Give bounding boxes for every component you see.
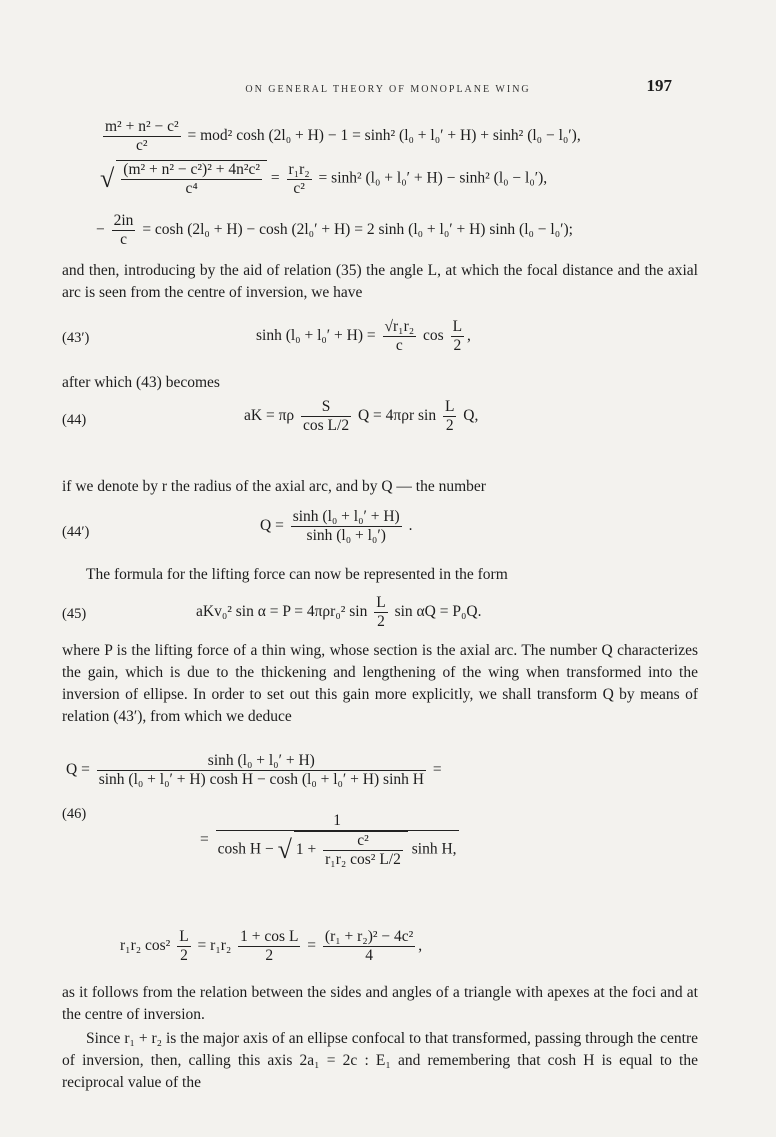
paragraph-4: The formula for the lifting force can now be represented in the form <box>86 566 508 583</box>
equation-47 <box>120 928 422 965</box>
numerator: L <box>376 594 386 611</box>
fraction <box>323 832 403 869</box>
fraction <box>121 161 262 198</box>
equation-text: Q = 4πρr sin <box>357 407 437 425</box>
equation-44 <box>244 398 478 435</box>
fraction <box>103 118 181 155</box>
numerator: sinh (l₀ + l₀′ + H) <box>97 752 426 771</box>
equation-1 <box>100 118 581 155</box>
equation-number-44: (44) <box>62 412 87 428</box>
fraction <box>323 928 415 965</box>
denominator: 2 <box>265 947 274 964</box>
equation-text: = r₁r₂ <box>197 937 232 955</box>
numerator: 2in <box>113 212 134 229</box>
minus-sign: − <box>96 221 105 239</box>
paragraph-5: where P is the lifting force of a thin wing, whose section is the axial arc. The number Q characterizes the gain, which is due to the thickening and lengthening of the wing when transformed into the inversion of ellipse. In order to set out this gain more explicitly, we shall transform Q by means of relation (43′), from which we deduce <box>62 642 698 725</box>
numerator: sinh (l₀ + l₀′ + H) <box>292 508 400 525</box>
equation-number-43p: (43′) <box>62 330 90 346</box>
equation-text: Q, <box>463 407 479 425</box>
equation-number-46: (46) <box>62 806 87 822</box>
denominator: r₁r₂ cos² L/2 <box>325 851 401 868</box>
equation-text: = <box>432 761 442 779</box>
radicand <box>116 160 267 198</box>
denominator: 2 <box>453 337 462 354</box>
fraction <box>177 928 190 965</box>
denominator: 2 <box>445 417 454 434</box>
equation-3 <box>96 212 573 249</box>
fraction <box>301 398 351 435</box>
equation-text: sin αQ = P₀Q. <box>394 603 482 621</box>
equation-text: cosh H − <box>217 840 274 858</box>
denominator: c² <box>136 137 148 154</box>
denominator: c <box>395 337 403 354</box>
equation-text: 1 + <box>295 841 317 859</box>
numerator: L <box>444 398 455 415</box>
numerator: S <box>301 398 351 417</box>
denominator: sinh (l₀ + l₀′) <box>306 527 386 544</box>
equation-text: r₁r₂ cos² <box>120 937 171 955</box>
paragraph-7: Since r₁ + r₂ is the major axis of an ellipse confocal to that transformed, passing through the centre of inversion, then, calling this axis 2a₁ = 2c : E₁ and remembering that cosh H is equal to the reciprocal value of the <box>62 1030 698 1091</box>
equation-text: , <box>418 937 423 955</box>
fraction <box>97 752 426 789</box>
fraction <box>216 812 459 869</box>
denominator: c <box>120 231 127 248</box>
fraction <box>451 318 464 355</box>
equation-45 <box>196 594 481 631</box>
equation-text: , <box>467 327 471 345</box>
denominator: cos L/2 <box>303 417 350 434</box>
equation-text: aK = πρ <box>244 407 295 425</box>
paragraph-1: and then, introducing by the aid of relation (35) the angle L, at which the focal distance and the axial arc is seen from the centre of inversion, we have <box>62 262 698 301</box>
paragraph-6: as it follows from the relation between the sides and angles of a triangle with apexes at the foci and at the centre of inversion. <box>62 984 698 1023</box>
numerator: (r₁ + r₂)² − 4c² <box>324 928 414 945</box>
numerator: L <box>179 928 189 945</box>
fraction <box>383 318 417 355</box>
numerator: c² <box>323 832 403 851</box>
equation-2: √ $\frac{\text{(m² + n² − c²)² + 4n²c²}}{\text{c⁴}}$ = $\frac{\text{r₁r₂}}{\text{c²}}$ = sinh² (l₀ + l₀′ + H) − sinh² (l₀ − l₀′), <box>100 160 548 197</box>
equation-46b <box>200 812 462 869</box>
numerator: √r₁r₂ <box>384 318 415 335</box>
equation-44p <box>260 508 412 545</box>
page-header <box>0 76 776 100</box>
radical-sign: √ <box>277 835 292 864</box>
fraction <box>287 161 312 198</box>
equation-text: Q = <box>260 517 284 535</box>
equation-number-44p: (44′) <box>62 524 90 540</box>
fraction <box>443 398 456 435</box>
denominator: c⁴ <box>185 180 198 197</box>
radical-sign: √ <box>100 164 115 193</box>
fraction <box>112 212 136 249</box>
fraction <box>238 928 300 965</box>
fraction <box>374 594 387 631</box>
paragraph-3: if we denote by r the radius of the axial arc, and by Q — the number <box>62 478 486 495</box>
denominator: 2 <box>180 947 188 964</box>
denominator: 2 <box>377 613 385 630</box>
denominator: c² <box>293 179 305 197</box>
running-head: ON GENERAL THEORY OF MONOPLANE WING <box>245 84 531 95</box>
numerator: 1 <box>216 812 459 831</box>
equation-text: = <box>200 831 209 849</box>
equation-text: cos <box>423 327 444 345</box>
equation-text: Q = <box>66 761 90 779</box>
radicand <box>294 831 408 869</box>
numerator: 1 + cos L <box>240 928 299 945</box>
fraction <box>291 508 402 545</box>
equation-43p <box>256 318 471 355</box>
equation-text: . <box>408 517 413 535</box>
equation-text: aKv₀² sin α = P = 4πρr₀² sin <box>196 603 368 621</box>
equation-text: = mod² cosh (2l₀ + H) − 1 = sinh² (l₀ + l₀′ + H) + sinh² (l₀ − l₀′), <box>187 127 581 145</box>
page-number: 197 <box>646 76 672 95</box>
numerator: m² + n² − c² <box>105 118 179 135</box>
denominator: 4 <box>365 947 373 964</box>
equation-text: sinh (l₀ + l₀′ + H) = <box>256 327 376 345</box>
numerator: (m² + n² − c²)² + 4n²c² <box>123 161 261 178</box>
equation-46a <box>66 752 442 789</box>
numerator: L <box>452 318 463 335</box>
numerator: r₁r₂ <box>288 160 310 178</box>
equation-text: = cosh (2l₀ + H) − cosh (2l₀′ + H) = 2 sinh (l₀ + l₀′ + H) sinh (l₀ − l₀′); <box>142 221 573 239</box>
equation-text: = <box>307 937 317 955</box>
equation-number-45: (45) <box>62 606 87 622</box>
equation-text: = sinh² (l₀ + l₀′ + H) − sinh² (l₀ − l₀′), <box>318 169 548 187</box>
denominator: sinh (l₀ + l₀′ + H) cosh H − cosh (l₀ + l₀′ + H) sinh H <box>98 771 424 788</box>
denominator <box>216 831 459 869</box>
paragraph-2: after which (43) becomes <box>62 374 220 391</box>
equation-text: sinh H, <box>411 840 457 858</box>
